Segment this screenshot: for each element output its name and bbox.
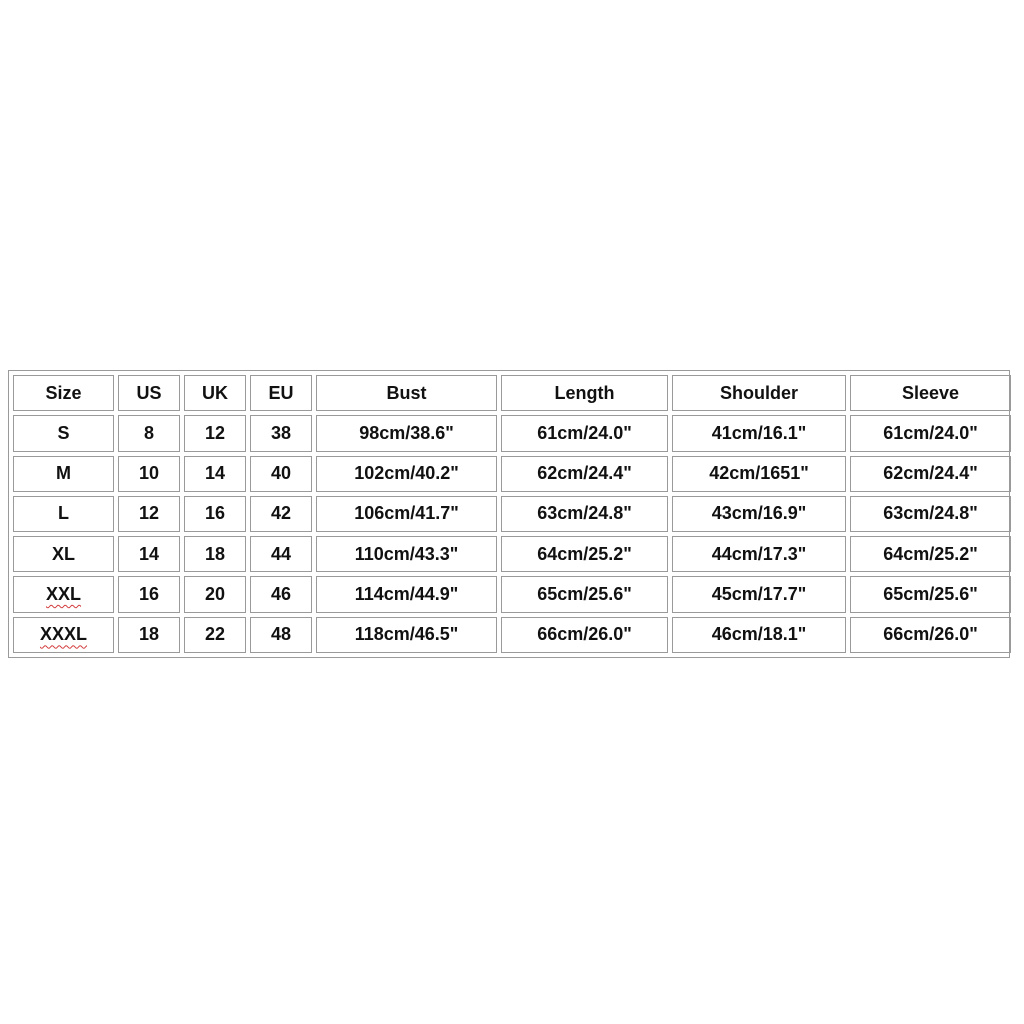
eu-cell: 46 — [250, 576, 312, 612]
uk-cell: 14 — [184, 456, 246, 492]
bust-cell: 118cm/46.5" — [316, 617, 497, 653]
table-row — [13, 536, 1011, 572]
shoulder-cell: 46cm/18.1" — [672, 617, 846, 653]
size-chart-table — [8, 370, 1010, 658]
bust-cell: 102cm/40.2" — [316, 456, 497, 492]
us-cell: 10 — [118, 456, 180, 492]
eu-cell: 38 — [250, 415, 312, 451]
shoulder-cell: 43cm/16.9" — [672, 496, 846, 532]
sleeve-cell: 63cm/24.8" — [850, 496, 1011, 532]
header-bust: Bust — [316, 375, 497, 411]
size-chart-grid — [9, 371, 1015, 657]
uk-cell: 20 — [184, 576, 246, 612]
sleeve-cell: 66cm/26.0" — [850, 617, 1011, 653]
us-cell: 12 — [118, 496, 180, 532]
header-us: US — [118, 375, 180, 411]
us-cell: 18 — [118, 617, 180, 653]
size-cell: L — [13, 496, 114, 532]
length-cell: 65cm/25.6" — [501, 576, 668, 612]
header-row — [13, 375, 1011, 411]
bust-cell: 98cm/38.6" — [316, 415, 497, 451]
eu-cell: 40 — [250, 456, 312, 492]
table-row — [13, 496, 1011, 532]
shoulder-cell: 42cm/1651" — [672, 456, 846, 492]
table-row — [13, 617, 1011, 653]
header-length: Length — [501, 375, 668, 411]
header-size: Size — [13, 375, 114, 411]
us-cell: 16 — [118, 576, 180, 612]
size-cell — [13, 617, 114, 653]
sleeve-cell: 61cm/24.0" — [850, 415, 1011, 451]
shoulder-cell: 41cm/16.1" — [672, 415, 846, 451]
sleeve-cell: 62cm/24.4" — [850, 456, 1011, 492]
eu-cell: 48 — [250, 617, 312, 653]
header-uk: UK — [184, 375, 246, 411]
table-row — [13, 415, 1011, 451]
bust-cell: 110cm/43.3" — [316, 536, 497, 572]
sleeve-cell: 64cm/25.2" — [850, 536, 1011, 572]
us-cell: 8 — [118, 415, 180, 451]
eu-cell: 44 — [250, 536, 312, 572]
shoulder-cell: 45cm/17.7" — [672, 576, 846, 612]
length-cell: 66cm/26.0" — [501, 617, 668, 653]
uk-cell: 22 — [184, 617, 246, 653]
length-cell: 63cm/24.8" — [501, 496, 668, 532]
size-label-spellcheck: XXL — [45, 584, 81, 605]
header-sleeve: Sleeve — [850, 375, 1011, 411]
header-shoulder: Shoulder — [672, 375, 846, 411]
table-row — [13, 576, 1011, 612]
size-cell: S — [13, 415, 114, 451]
table-row — [13, 456, 1011, 492]
size-cell: M — [13, 456, 114, 492]
us-cell: 14 — [118, 536, 180, 572]
size-cell — [13, 576, 114, 612]
uk-cell: 18 — [184, 536, 246, 572]
uk-cell: 12 — [184, 415, 246, 451]
length-cell: 64cm/25.2" — [501, 536, 668, 572]
sleeve-cell: 65cm/25.6" — [850, 576, 1011, 612]
shoulder-cell: 44cm/17.3" — [672, 536, 846, 572]
size-cell: XL — [13, 536, 114, 572]
bust-cell: 106cm/41.7" — [316, 496, 497, 532]
bust-cell: 114cm/44.9" — [316, 576, 497, 612]
header-eu: EU — [250, 375, 312, 411]
length-cell: 62cm/24.4" — [501, 456, 668, 492]
uk-cell: 16 — [184, 496, 246, 532]
size-label-spellcheck: XXXL — [39, 624, 87, 645]
eu-cell: 42 — [250, 496, 312, 532]
length-cell: 61cm/24.0" — [501, 415, 668, 451]
